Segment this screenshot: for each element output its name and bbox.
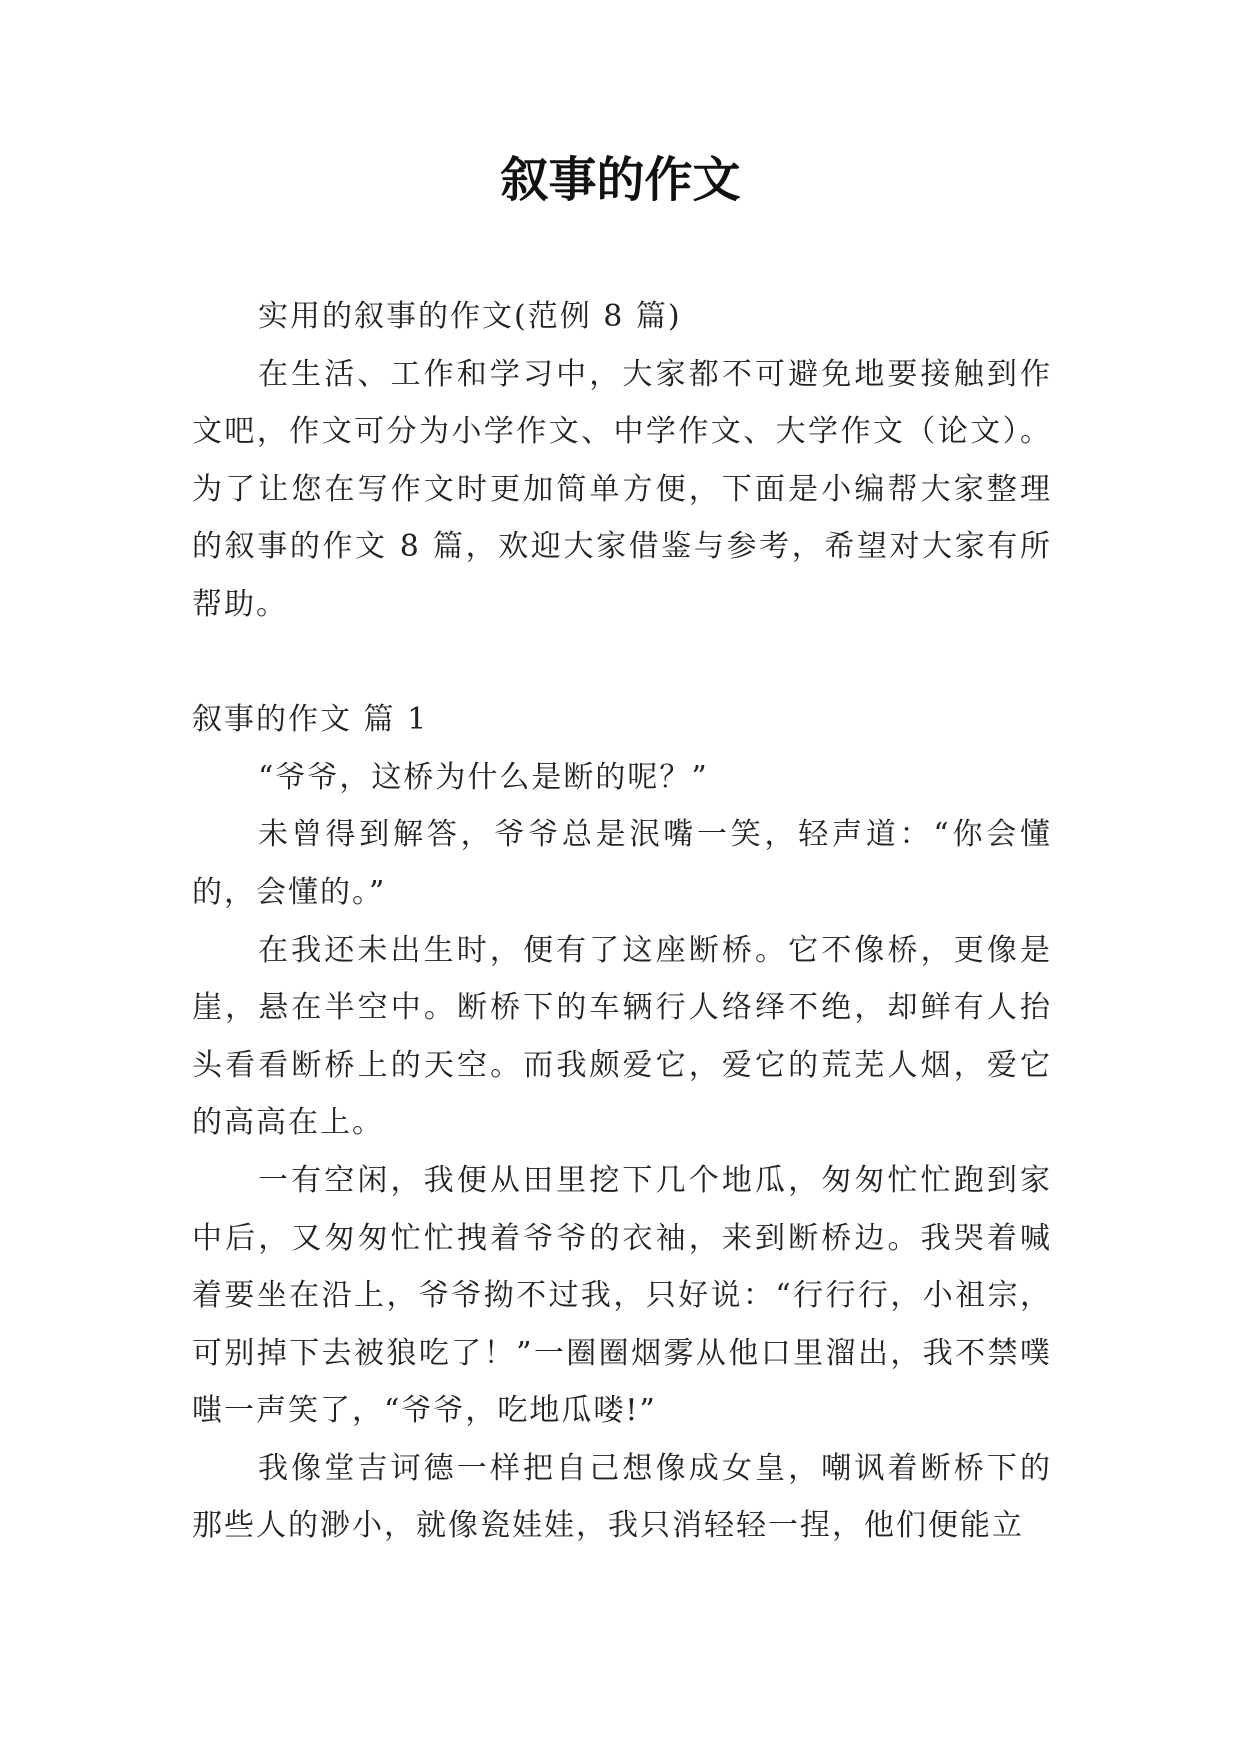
intro-paragraph: 在生活、工作和学习中，大家都不可避免地要接触到作文吧，作文可分为小学作文、中学作文、大学作文（论文）。为了让您在写作文时更加简单方便，下面是小编帮大家整理的叙事的作文 8 篇，欢迎大家借鉴与参考，希望对大家有所帮助。	[192, 356, 1052, 622]
document-body	[192, 288, 1052, 1555]
document-subtitle: 实用的叙事的作文(范例 8 篇)	[258, 299, 682, 334]
body-paragraph: 我像堂吉诃德一样把自己想像成女皇，嘲讽着断桥下的那些人的渺小，就像瓷娃娃，我只消轻轻一捏，他们便能立	[192, 1450, 1052, 1544]
section-heading: 叙事的作文 篇 1	[192, 702, 429, 738]
document-title: 叙事的作文	[500, 152, 741, 208]
body-paragraph: 一有空闲，我便从田里挖下几个地瓜，匆匆忙忙跑到家中后，又匆匆忙忙拽着爷爷的衣袖，来到断桥边。我哭着喊着要坐在沿上，爷爷拗不过我，只好说：“行行行，小祖宗，可别掉下去被狼吃了！”一圈圈烟雾从他口里溜出，我不禁噗嗤一声笑了，“爷爷，吃地瓜喽!”	[192, 1162, 1052, 1429]
body-paragraph: 在我还未出生时，便有了这座断桥。它不像桥，更像是崖，悬在半空中。断桥下的车辆行人络绎不绝，却鲜有人抬头看看断桥上的天空。而我颇爱它，爱它的荒芜人烟，爱它的高高在上。	[192, 932, 1052, 1141]
body-paragraph: 未曾得到解答，爷爷总是泯嘴一笑，轻声道：“你会懂的，会懂的。”	[192, 817, 1052, 910]
body-paragraph: “爷爷，这桥为什么是断的呢？”	[258, 759, 709, 795]
